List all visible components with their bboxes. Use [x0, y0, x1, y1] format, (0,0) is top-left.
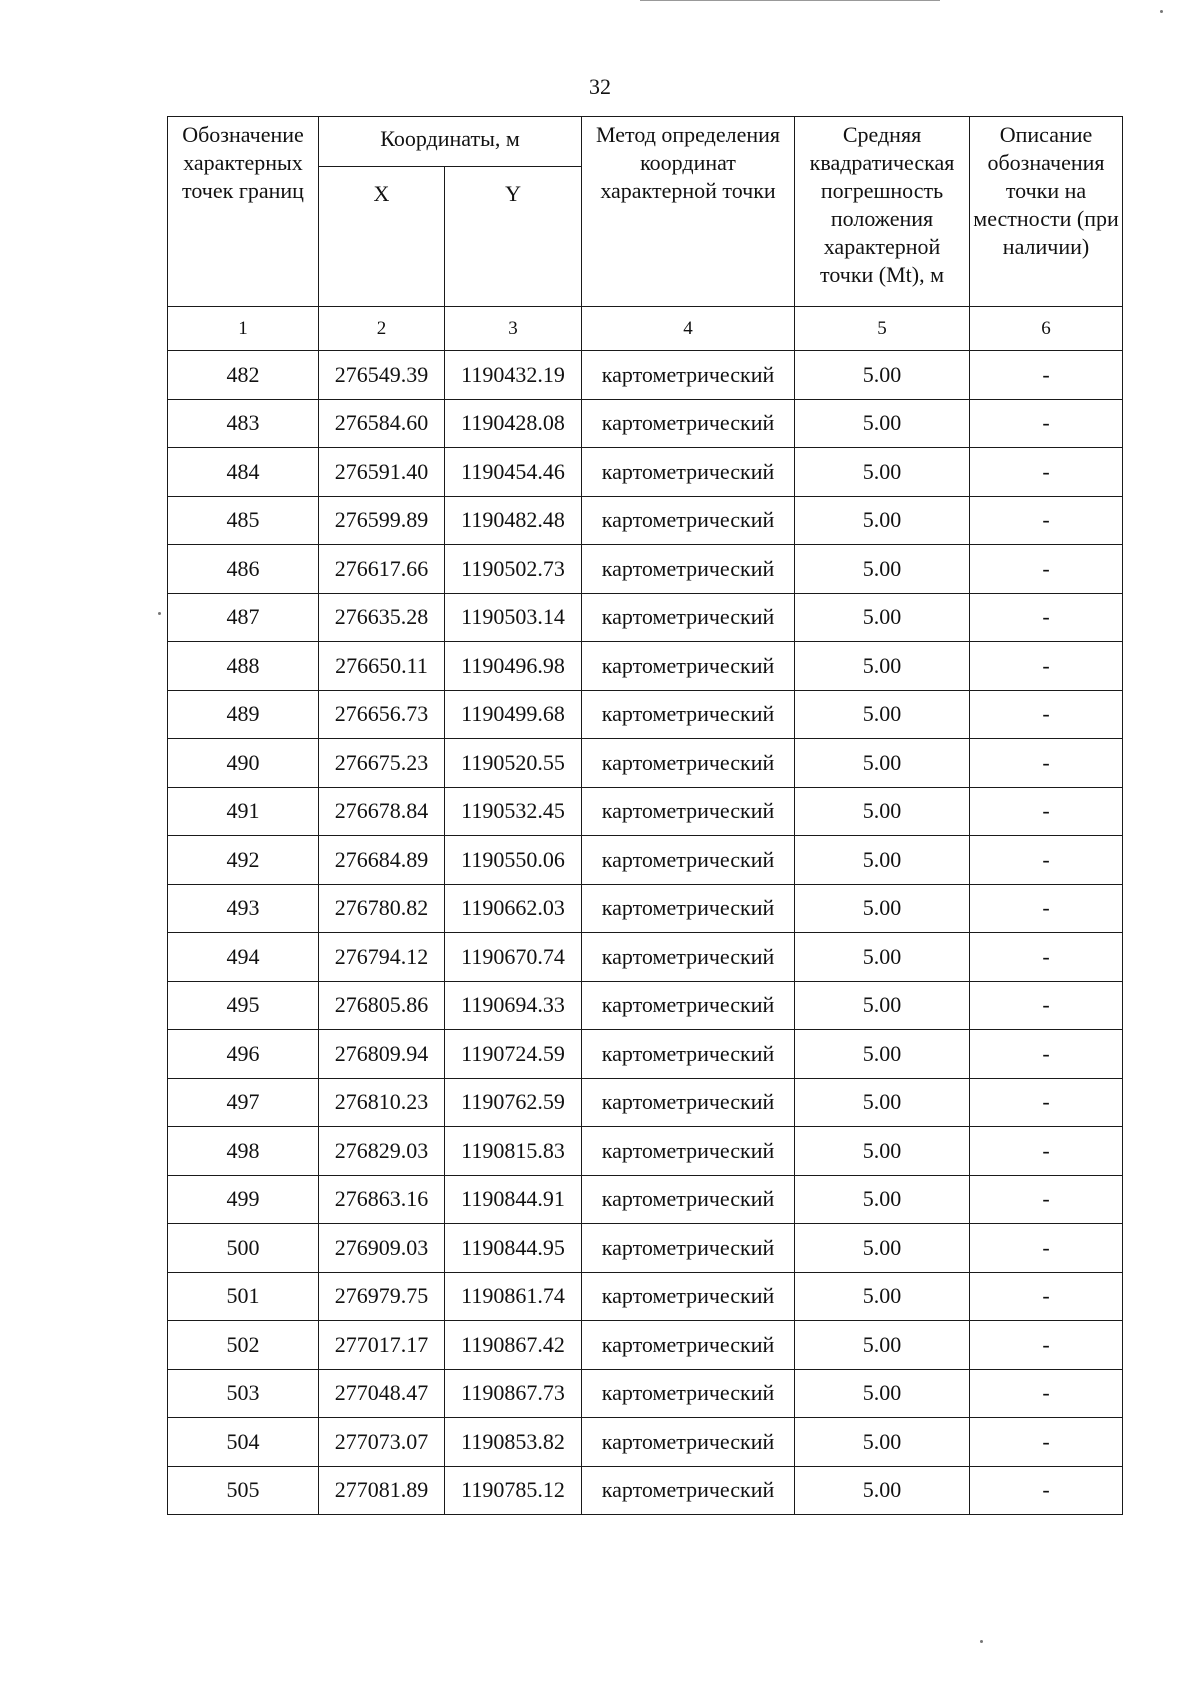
coord-x-cell: 276549.39 — [319, 351, 445, 400]
method-cell: картометрический — [582, 690, 795, 739]
method-cell: картометрический — [582, 739, 795, 788]
coord-y-cell: 1190762.59 — [445, 1078, 582, 1127]
error-cell: 5.00 — [795, 1175, 970, 1224]
method-cell: картометрический — [582, 1078, 795, 1127]
description-cell: - — [970, 1272, 1123, 1321]
description-cell: - — [970, 1224, 1123, 1273]
table-row — [168, 1175, 1123, 1224]
description-cell: - — [970, 399, 1123, 448]
description-cell: - — [970, 1127, 1123, 1176]
error-cell: 5.00 — [795, 1127, 970, 1176]
method-cell: картометрический — [582, 351, 795, 400]
error-cell: 5.00 — [795, 593, 970, 642]
table-row — [168, 351, 1123, 400]
table-body — [168, 351, 1123, 1515]
coord-y-cell: 1190867.42 — [445, 1321, 582, 1370]
method-cell: картометрический — [582, 787, 795, 836]
table-row — [168, 1030, 1123, 1079]
table-row — [168, 496, 1123, 545]
coord-y-cell: 1190454.46 — [445, 448, 582, 497]
description-cell: - — [970, 1466, 1123, 1515]
table-row — [168, 933, 1123, 982]
error-cell: 5.00 — [795, 642, 970, 691]
scan-speck — [1160, 10, 1163, 13]
coord-x-cell: 276809.94 — [319, 1030, 445, 1079]
method-cell: картометрический — [582, 981, 795, 1030]
coord-x-cell: 277017.17 — [319, 1321, 445, 1370]
coord-x-cell: 276810.23 — [319, 1078, 445, 1127]
coord-x-cell: 276617.66 — [319, 545, 445, 594]
coord-y-cell: 1190520.55 — [445, 739, 582, 788]
method-cell: картометрический — [582, 642, 795, 691]
error-cell: 5.00 — [795, 1321, 970, 1370]
table-row — [168, 1369, 1123, 1418]
error-cell: 5.00 — [795, 545, 970, 594]
coord-x-cell: 276829.03 — [319, 1127, 445, 1176]
table-row — [168, 836, 1123, 885]
point-id-cell: 499 — [168, 1175, 319, 1224]
method-cell: картометрический — [582, 496, 795, 545]
description-cell: - — [970, 690, 1123, 739]
coord-y-cell: 1190815.83 — [445, 1127, 582, 1176]
coord-x-cell: 276863.16 — [319, 1175, 445, 1224]
column-number: 4 — [582, 307, 795, 351]
point-id-cell: 498 — [168, 1127, 319, 1176]
error-cell: 5.00 — [795, 836, 970, 885]
coord-y-cell: 1190482.48 — [445, 496, 582, 545]
point-id-cell: 504 — [168, 1418, 319, 1467]
coord-y-cell: 1190867.73 — [445, 1369, 582, 1418]
point-id-cell: 496 — [168, 1030, 319, 1079]
point-id-cell: 486 — [168, 545, 319, 594]
table-row — [168, 593, 1123, 642]
coord-x-cell: 276780.82 — [319, 884, 445, 933]
error-cell: 5.00 — [795, 351, 970, 400]
description-cell: - — [970, 1030, 1123, 1079]
coord-y-cell: 1190694.33 — [445, 981, 582, 1030]
coord-y-cell: 1190550.06 — [445, 836, 582, 885]
coord-y-cell: 1190670.74 — [445, 933, 582, 982]
error-cell: 5.00 — [795, 448, 970, 497]
method-cell: картометрический — [582, 593, 795, 642]
header-designation: Обозначение характерных точек границ — [168, 117, 319, 307]
point-id-cell: 495 — [168, 981, 319, 1030]
coord-y-cell: 1190724.59 — [445, 1030, 582, 1079]
error-cell: 5.00 — [795, 1418, 970, 1467]
method-cell: картометрический — [582, 884, 795, 933]
description-cell: - — [970, 593, 1123, 642]
point-id-cell: 483 — [168, 399, 319, 448]
error-cell: 5.00 — [795, 690, 970, 739]
point-id-cell: 488 — [168, 642, 319, 691]
error-cell: 5.00 — [795, 739, 970, 788]
table-row — [168, 690, 1123, 739]
error-cell: 5.00 — [795, 1224, 970, 1273]
method-cell: картометрический — [582, 545, 795, 594]
table-row — [168, 981, 1123, 1030]
description-cell: - — [970, 836, 1123, 885]
method-cell: картометрический — [582, 1127, 795, 1176]
coord-y-cell: 1190499.68 — [445, 690, 582, 739]
coord-x-cell: 276684.89 — [319, 836, 445, 885]
table-row — [168, 545, 1123, 594]
point-id-cell: 493 — [168, 884, 319, 933]
coord-x-cell: 277073.07 — [319, 1418, 445, 1467]
coord-y-cell: 1190502.73 — [445, 545, 582, 594]
scan-speck — [158, 612, 161, 615]
scan-speck — [980, 1640, 983, 1643]
coord-y-cell: 1190428.08 — [445, 399, 582, 448]
column-number: 6 — [970, 307, 1123, 351]
scan-edge-line — [640, 0, 940, 1]
table-row — [168, 787, 1123, 836]
table-row — [168, 1078, 1123, 1127]
column-number: 2 — [319, 307, 445, 351]
description-cell: - — [970, 642, 1123, 691]
table-row — [168, 1418, 1123, 1467]
point-id-cell: 485 — [168, 496, 319, 545]
coord-x-cell: 276979.75 — [319, 1272, 445, 1321]
error-cell: 5.00 — [795, 1466, 970, 1515]
header-description: Описание обозначения точки на местности (при наличии) — [970, 117, 1123, 307]
description-cell: - — [970, 1321, 1123, 1370]
error-cell: 5.00 — [795, 399, 970, 448]
error-cell: 5.00 — [795, 1030, 970, 1079]
method-cell: картометрический — [582, 1321, 795, 1370]
coord-y-cell: 1190844.91 — [445, 1175, 582, 1224]
coord-y-cell: 1190496.98 — [445, 642, 582, 691]
column-number: 1 — [168, 307, 319, 351]
coord-y-cell: 1190532.45 — [445, 787, 582, 836]
point-id-cell: 489 — [168, 690, 319, 739]
column-number: 5 — [795, 307, 970, 351]
table-row — [168, 1127, 1123, 1176]
point-id-cell: 484 — [168, 448, 319, 497]
header-y: Y — [445, 167, 582, 307]
point-id-cell: 491 — [168, 787, 319, 836]
coord-x-cell: 277048.47 — [319, 1369, 445, 1418]
coord-y-cell: 1190861.74 — [445, 1272, 582, 1321]
description-cell: - — [970, 1369, 1123, 1418]
description-cell: - — [970, 545, 1123, 594]
coord-x-cell: 276591.40 — [319, 448, 445, 497]
description-cell: - — [970, 739, 1123, 788]
error-cell: 5.00 — [795, 884, 970, 933]
point-id-cell: 500 — [168, 1224, 319, 1273]
method-cell: картометрический — [582, 1175, 795, 1224]
method-cell: картометрический — [582, 448, 795, 497]
coord-x-cell: 276599.89 — [319, 496, 445, 545]
description-cell: - — [970, 351, 1123, 400]
error-cell: 5.00 — [795, 787, 970, 836]
method-cell: картометрический — [582, 836, 795, 885]
column-number: 3 — [445, 307, 582, 351]
header-coordinates: Координаты, м — [319, 117, 582, 167]
method-cell: картометрический — [582, 933, 795, 982]
point-id-cell: 494 — [168, 933, 319, 982]
coord-x-cell: 276635.28 — [319, 593, 445, 642]
table-row — [168, 884, 1123, 933]
description-cell: - — [970, 1078, 1123, 1127]
point-id-cell: 501 — [168, 1272, 319, 1321]
header-x: X — [319, 167, 445, 307]
point-id-cell: 497 — [168, 1078, 319, 1127]
coord-y-cell: 1190844.95 — [445, 1224, 582, 1273]
table-row — [168, 1466, 1123, 1515]
table-row — [168, 739, 1123, 788]
description-cell: - — [970, 884, 1123, 933]
point-id-cell: 492 — [168, 836, 319, 885]
table-row — [168, 1224, 1123, 1273]
method-cell: картометрический — [582, 1224, 795, 1273]
table-row — [168, 642, 1123, 691]
description-cell: - — [970, 787, 1123, 836]
header-method: Метод определения координат характерной точки — [582, 117, 795, 307]
coord-x-cell: 277081.89 — [319, 1466, 445, 1515]
coord-x-cell: 276805.86 — [319, 981, 445, 1030]
method-cell: картометрический — [582, 1369, 795, 1418]
description-cell: - — [970, 496, 1123, 545]
coord-x-cell: 276909.03 — [319, 1224, 445, 1273]
method-cell: картометрический — [582, 1466, 795, 1515]
point-id-cell: 503 — [168, 1369, 319, 1418]
point-id-cell: 505 — [168, 1466, 319, 1515]
description-cell: - — [970, 448, 1123, 497]
error-cell: 5.00 — [795, 933, 970, 982]
method-cell: картометрический — [582, 1272, 795, 1321]
point-id-cell: 482 — [168, 351, 319, 400]
method-cell: картометрический — [582, 399, 795, 448]
error-cell: 5.00 — [795, 981, 970, 1030]
method-cell: картометрический — [582, 1030, 795, 1079]
table-row — [168, 1272, 1123, 1321]
table-row — [168, 448, 1123, 497]
coord-y-cell: 1190785.12 — [445, 1466, 582, 1515]
table-row — [168, 399, 1123, 448]
column-numbers-row — [168, 307, 1123, 351]
coord-x-cell: 276678.84 — [319, 787, 445, 836]
table-row — [168, 1321, 1123, 1370]
coord-y-cell: 1190853.82 — [445, 1418, 582, 1467]
coord-y-cell: 1190662.03 — [445, 884, 582, 933]
coord-x-cell: 276675.23 — [319, 739, 445, 788]
coord-x-cell: 276584.60 — [319, 399, 445, 448]
description-cell: - — [970, 981, 1123, 1030]
header-error: Средняя квадратическая погрешность положения характерной точки (Mt), м — [795, 117, 970, 307]
error-cell: 5.00 — [795, 1369, 970, 1418]
coordinates-table — [167, 116, 1123, 1515]
error-cell: 5.00 — [795, 1078, 970, 1127]
point-id-cell: 487 — [168, 593, 319, 642]
error-cell: 5.00 — [795, 1272, 970, 1321]
coord-x-cell: 276650.11 — [319, 642, 445, 691]
description-cell: - — [970, 933, 1123, 982]
method-cell: картометрический — [582, 1418, 795, 1467]
point-id-cell: 502 — [168, 1321, 319, 1370]
coord-x-cell: 276794.12 — [319, 933, 445, 982]
coord-x-cell: 276656.73 — [319, 690, 445, 739]
error-cell: 5.00 — [795, 496, 970, 545]
coord-y-cell: 1190503.14 — [445, 593, 582, 642]
coord-y-cell: 1190432.19 — [445, 351, 582, 400]
point-id-cell: 490 — [168, 739, 319, 788]
description-cell: - — [970, 1175, 1123, 1224]
page-number: 32 — [589, 74, 611, 99]
description-cell: - — [970, 1418, 1123, 1467]
